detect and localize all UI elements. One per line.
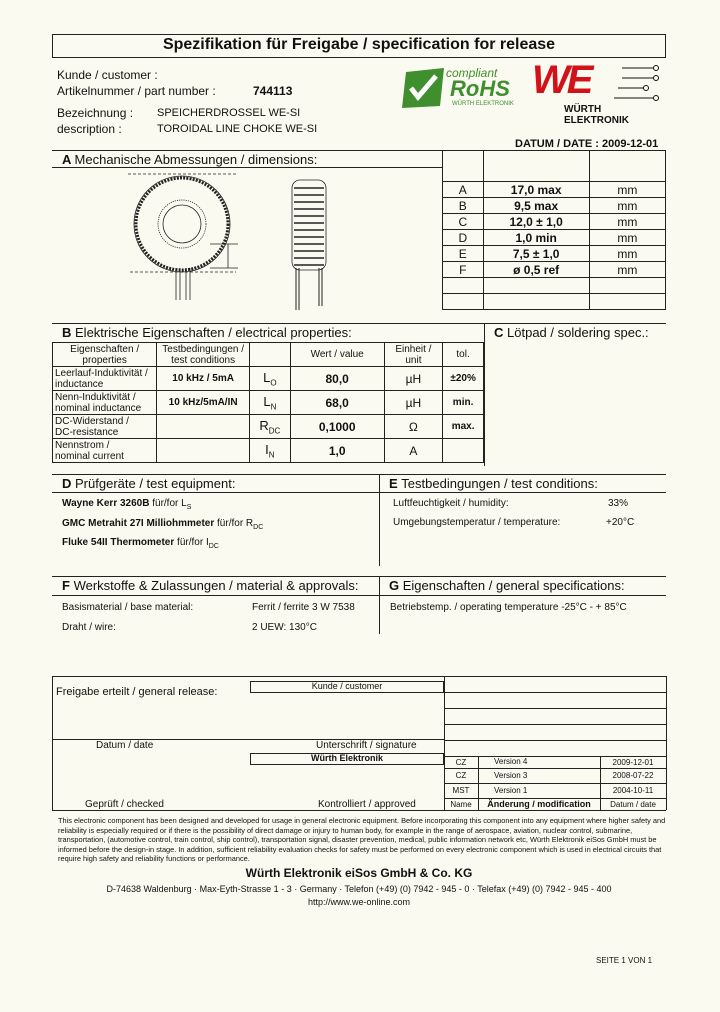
date-value: 2009-12-01: [601, 138, 659, 150]
wurth-box-label: Würth Elektronik: [310, 753, 383, 763]
toroid-drawing: [120, 168, 350, 313]
date-label: DATUM / DATE :: [515, 138, 599, 150]
general-release-label: Freigabe erteilt / general release:: [56, 686, 218, 698]
table-row: B 9,5 max mm: [443, 198, 666, 214]
page-number: SEITE 1 VON 1: [596, 956, 653, 965]
we-logo: [530, 58, 665, 126]
section-b-title: B Elektrische Eigenschaften / electrical properties:: [62, 325, 352, 340]
table-row: Nenn-Induktivität / nominal inductance 10 kHz/5mA/IN $L_N$ 68,0 µH min.: [53, 391, 484, 415]
release-signature-label: Unterschrift / signature: [316, 740, 417, 751]
rohs-compliant-text: compliant: [446, 66, 498, 80]
version-row-2-date: 2008-07-22: [612, 771, 654, 780]
customer-box-label: Kunde / customer: [311, 681, 383, 691]
temperature-value: +20°C: [606, 517, 635, 528]
base-material-label: Basismaterial / base material:: [62, 602, 194, 613]
dimensions-table: [442, 150, 666, 310]
section-a-title: A Mechanische Abmessungen / dimensions:: [62, 152, 318, 167]
table-row: E 7,5 ± 1,0 mm: [443, 246, 666, 262]
checked-label: Geprüft / checked: [85, 799, 164, 810]
table-row: F ø 0,5 ref mm: [443, 262, 666, 278]
company-url[interactable]: http://www.we-online.com: [307, 897, 411, 907]
version-header-change: Änderung / modification: [487, 799, 591, 809]
description-value: TOROIDAL LINE CHOKE WE-SI: [157, 123, 318, 135]
version-header-date: Datum / date: [610, 799, 656, 809]
temperature-label: Umgebungstemperatur / temperature:: [393, 517, 561, 528]
base-material-value: Ferrit / ferrite 3 W 7538: [252, 602, 355, 613]
equipment-2: GMC Metrahit 27I Milliohmmeter für/for $R_{DC}$: [62, 518, 264, 531]
version-header-name: Name: [450, 799, 472, 809]
description-label: description :: [57, 122, 122, 136]
section-e-title: E Testbedingungen / test conditions:: [389, 476, 598, 491]
company-address: D-74638 Waldenburg · Max-Eyth-Strasse 1 - 3 · Germany · Telefon (+49) (0) 7942 - 945 - 0 · Telefax (+49) (0) 7942 - 945 - 400: [106, 884, 612, 894]
table-row: Leerlauf-Induktivität / inductance 10 kHz / 5mA $L_O$ 80,0 µH ±20%: [53, 367, 484, 391]
approved-label: Kontrolliert / approved: [318, 799, 416, 810]
table-row: C 12,0 ± 1,0 mm: [443, 214, 666, 230]
section-g-title: G Eigenschaften / general specifications:: [389, 578, 625, 593]
version-row-1-change: Version 4: [494, 757, 528, 766]
version-row-3-date: 2004-10-11: [612, 786, 654, 795]
part-number: 744113: [253, 84, 293, 98]
page-title: Spezifikation für Freigabe / specification for release: [162, 36, 556, 53]
rohs-logo: [400, 66, 525, 110]
wire-value: 2 UEW: 130°C: [252, 622, 317, 633]
version-row-1-date: 2009-12-01: [612, 757, 654, 767]
wire-label: Draht / wire:: [62, 622, 116, 633]
version-row-3-name: MST: [452, 786, 470, 795]
we-sub-text: WÜRTH ELEKTRONIK: [564, 104, 629, 126]
disclaimer: This electronic component has been designed and developed for usage in general electronic equipment. Before incorporating this component into any equipment where higher safety and reliability is especially required or if there is the possibility of direct damage or injury to human body, for example in the range of aerospace, aviation, nuclear control, submarine, transportation, (automotive control, train control, ship control), transportation signal, disaster prevention, medical, public information network etc, Würth Elektronik eiSos GmbH must be informed before the design-in stage. In addition, sufficient reliability evaluation checks for safety must be performed on every electronic component which is used in electrical circuits that require high safety and reliability functions or performance.: [58, 816, 666, 863]
table-row: DC-Widerstand / DC-resistance $R_{DC}$ 0,1000 Ω max.: [53, 415, 484, 439]
designation-value: SPEICHERDROSSEL WE-SI: [157, 107, 301, 119]
designation-label: Bezeichnung :: [57, 106, 134, 120]
section-d-title: D Prüfgeräte / test equipment:: [62, 476, 236, 491]
humidity-value: 33%: [608, 498, 629, 509]
release-date-label: Datum / date: [96, 740, 154, 751]
rohs-text: RoHS: [450, 76, 510, 101]
version-row-3-change: Version 1: [494, 786, 528, 795]
version-row-2-name: CZ: [455, 771, 467, 780]
table-row: Nennstrom / nominal current $I_N$ 1,0 A: [53, 439, 484, 463]
section-f-title: F Werkstoffe & Zulassungen / material & approvals:: [62, 578, 359, 593]
rohs-sub-text: WÜRTH ELEKTRONIK: [452, 101, 514, 107]
company-name: Würth Elektronik eiSos GmbH & Co. KG: [245, 866, 473, 880]
table-row: D 1,0 min mm: [443, 230, 666, 246]
date-row: [515, 138, 658, 150]
version-row-1-name: CZ: [455, 757, 467, 767]
we-text: WE: [532, 58, 591, 102]
equipment-3: Fluke 54II Thermometer für/for $I_{DC}$: [62, 537, 219, 550]
customer-label: Kunde / customer :: [57, 68, 158, 82]
table-row: A 17,0 max mm: [443, 182, 666, 198]
electrical-table: Eigenschaften / properties Testbedingungen / test conditions Wert / value Einheit / unit tol. Leerlauf-Induktivität / inductance 10 kHz / 5mA $L_O$ 80,0 µH ±20% Nenn-Induktivität / nominal inductance 10 kHz/5mA/IN $L_N$ 68,0 µH min. DC-Widerstand / DC-resistance $R_{DC}$ 0,1000 Ω max. Nennstrom / nominal current $I_N$ 1,0 A: [52, 342, 484, 463]
section-c-title: C Lötpad / soldering spec.:: [494, 325, 649, 340]
operating-temperature: Betriebstemp. / operating temperature -25°C - + 85°C: [390, 602, 627, 613]
part-number-label: Artikelnummer / part number :: [57, 84, 216, 98]
equipment-1: Wayne Kerr 3260B für/for $L_S$: [62, 498, 192, 511]
humidity-label: Luftfeuchtigkeit / humidity:: [393, 498, 509, 509]
version-row-2-change: Version 3: [494, 771, 528, 780]
rohs-check-icon: [400, 66, 446, 110]
